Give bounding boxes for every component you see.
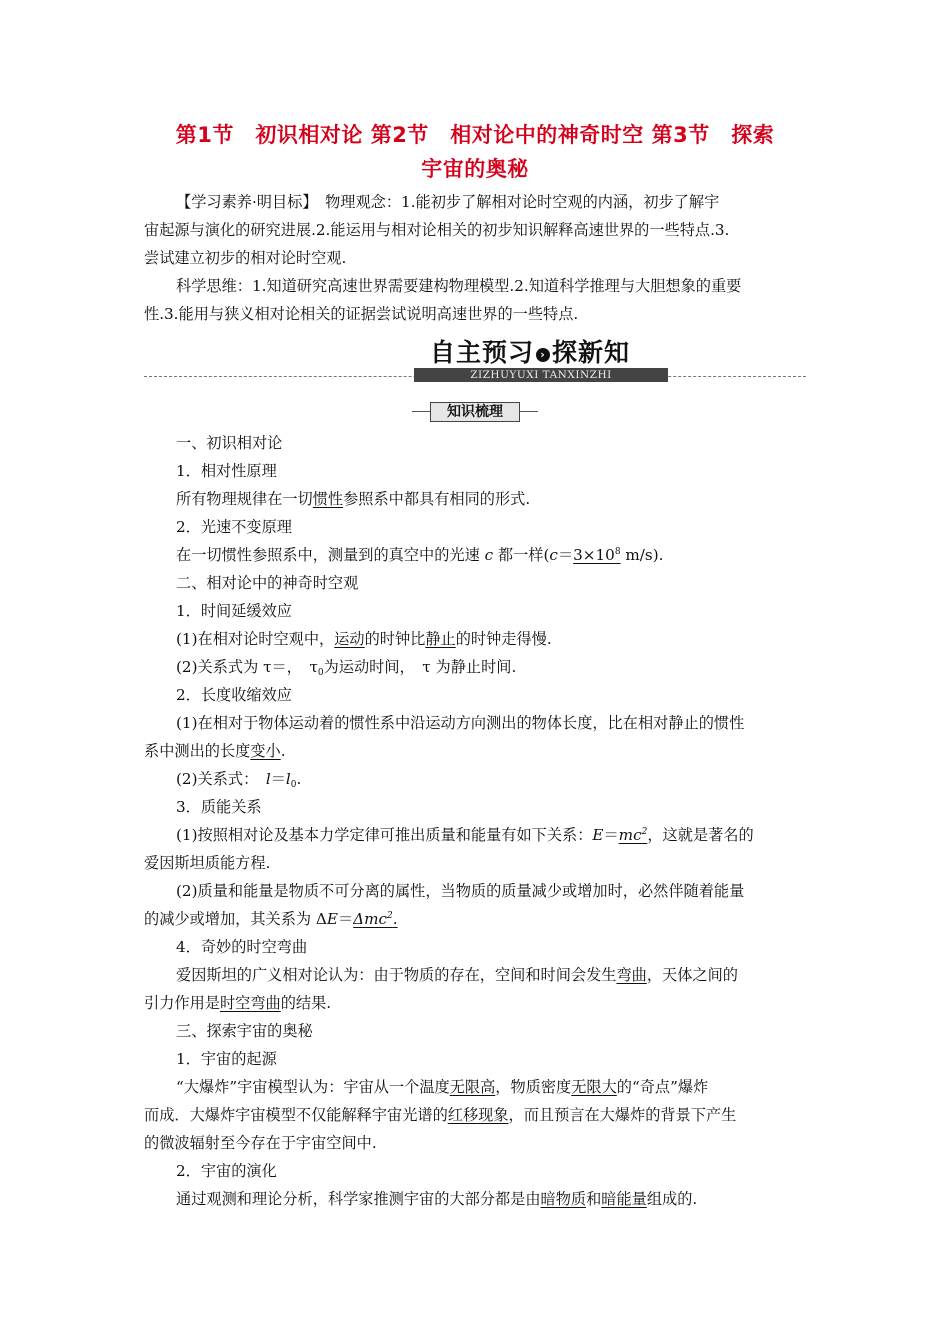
answer-blank: 运动: [334, 630, 365, 648]
subheading-1-1: 1．相对性原理: [176, 462, 277, 480]
goals-line-1: [176, 192, 719, 212]
answer-blank: 红移现象: [447, 1106, 509, 1124]
goals-text: 物理观念：1.能初步了解相对论时空观的内涵，初步了解宇: [309, 193, 720, 211]
para-2-3-d: 的减少或增加，其关系为 ΔE＝Δmc$^2$.: [144, 910, 398, 928]
answer-blank: 时空弯曲: [219, 994, 281, 1012]
para-3-1-b: 而成．大爆炸宇宙模型不仅能解释宇宙光谱的红移现象，而且预言在大爆炸的背景下产生: [144, 1106, 737, 1124]
subheading-2-3: 3．质能关系: [176, 798, 262, 816]
para-2-2-b: 系中测出的长度变小.: [144, 742, 286, 760]
para-2-4-b: 引力作用是时空弯曲的结果.: [144, 994, 332, 1012]
banner-pinyin: ZIZHUYUXI TANXINZHI: [414, 368, 668, 382]
answer-blank: 变小: [250, 742, 281, 760]
banner-left: 自主预习: [430, 338, 535, 367]
answer-blank: $mc^2$: [618, 826, 648, 844]
banner-heading: [430, 338, 630, 368]
answer-blank: 弯曲: [616, 966, 647, 984]
para-2-4-a: 爱因斯坦的广义相对论认为：由于物质的存在，空间和时间会发生弯曲，天体之间的: [176, 966, 738, 984]
tag-label: 知识梳理: [430, 402, 520, 422]
title-line-1: 第1节 初识相对论 第2节 相对论中的神奇时空 第3节 探索: [175, 123, 775, 147]
heading-3: 三、探索宇宙的奥秘: [176, 1022, 313, 1040]
para-2-1-a: (1)在相对论时空观中，运动的时钟比静止的时钟走得慢.: [176, 630, 552, 648]
answer-blank: Δmc$^2$.: [353, 910, 398, 928]
subheading-2-4: 4．奇妙的时空弯曲: [176, 938, 308, 956]
para-2-2-a: (1)在相对于物体运动着的惯性系中沿运动方向测出的物体长度，比在相对静止的惯性: [176, 714, 745, 732]
subheading-3-1: 1．宇宙的起源: [176, 1050, 277, 1068]
subheading-3-2: 2．宇宙的演化: [176, 1162, 277, 1180]
goals-line-2: 宙起源与演化的研究进展.2.能运用与相对论相关的初步知识解释高速世界的一些特点.3.: [144, 221, 730, 239]
subheading-1-2: 2．光速不变原理: [176, 518, 292, 536]
para-3-1-a: “大爆炸”宇宙模型认为：宇宙从一个温度无限高，物质密度无限大的“奇点”爆炸: [176, 1078, 709, 1096]
para-2-3-a: (1)按照相对论及基本力学定律可推出质量和能量有如下关系：$E=mc^2$，这就是著名的: [176, 826, 754, 844]
para-2-3-b: 爱因斯坦质能方程.: [144, 854, 271, 872]
answer-blank: 惯性: [312, 490, 344, 508]
para-1-1: 所有物理规律在一切惯性参照系中都具有相同的形式.: [176, 490, 531, 508]
para-2-2-c: (2)关系式： $l=l_0$.: [176, 770, 302, 790]
heading-2: 二、相对论中的神奇时空观: [176, 574, 359, 592]
answer-blank: 静止: [425, 630, 456, 648]
section-tag: [412, 402, 538, 422]
section-banner: [144, 338, 806, 382]
goals-line-5: 性.3.能用与狭义相对论相关的证据尝试说明高速世界的一些特点.: [144, 305, 579, 323]
answer-blank: 暗能量: [601, 1190, 647, 1208]
para-1-2: 在一切惯性参照系中，测量到的真空中的光速 c 都一样($c=3\times 10^8$ m/s).: [176, 546, 664, 564]
arrow-icon: ›: [536, 348, 550, 362]
heading-1: 一、初识相对论: [176, 434, 283, 452]
para-2-1-b: (2)关系式为 τ＝， $\tau_0$为运动时间， τ 为静止时间.: [176, 658, 517, 678]
answer-blank: $3\times 10^8$: [573, 546, 621, 564]
answer-blank: 无限高: [449, 1078, 496, 1096]
title-line-2: 宇宙的奥秘: [421, 157, 529, 181]
subheading-2-2: 2．长度收缩效应: [176, 686, 292, 704]
para-3-1-c: 的微波辐射至今存在于宇宙空间中.: [144, 1134, 377, 1152]
para-3-2-a: 通过观测和理论分析，科学家推测宇宙的大部分都是由暗物质和暗能量组成的.: [176, 1190, 698, 1208]
goals-label: 【学习素养·明目标】: [176, 193, 310, 211]
goals-line-3: 尝试建立初步的相对论时空观.: [144, 249, 347, 267]
banner-right: 探新知: [552, 338, 631, 367]
subheading-2-1: 1．时间延缓效应: [176, 602, 292, 620]
answer-blank: 暗物质: [540, 1190, 587, 1208]
goals-line-4: 科学思维：1.知道研究高速世界需要建构物理模型.2.知道科学推理与大胆想象的重要: [176, 277, 742, 295]
para-2-3-c: (2)质量和能量是物质不可分离的属性，当物质的质量减少或增加时，必然伴随着能量: [176, 882, 745, 900]
answer-blank: 无限大: [571, 1078, 617, 1096]
